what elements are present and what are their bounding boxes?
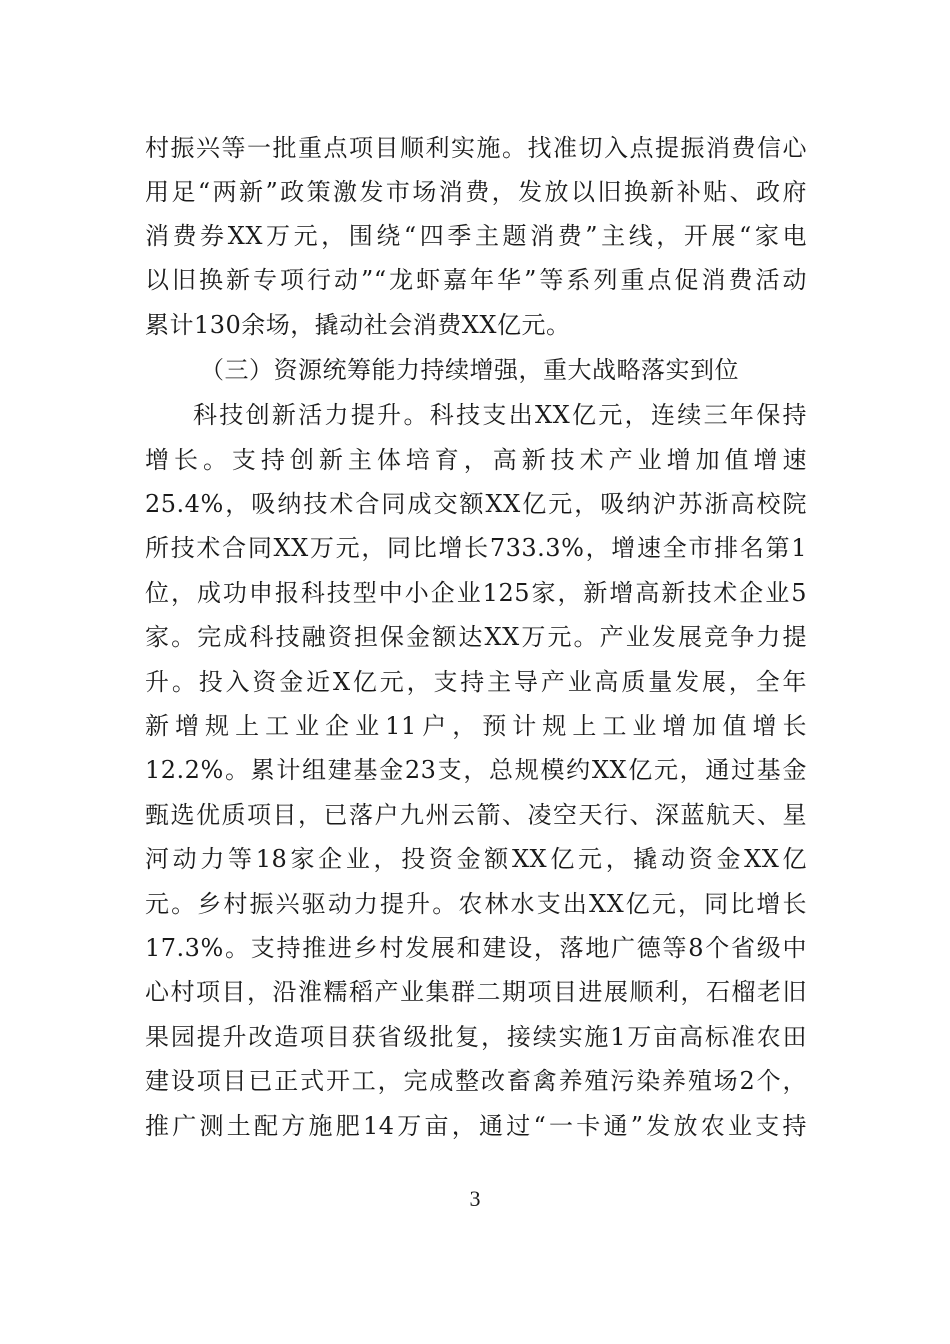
paragraph-line: 元。乡村振兴驱动力提升。农林水支出XX亿元，同比增长 [145,890,807,918]
paragraph-line: 建设项目已正式开工，完成整改畜禽养殖污染养殖场2个， [145,1067,807,1095]
paragraph-line: 河动力等18家企业，投资金额XX亿元，撬动资金XX亿 [145,845,807,873]
paragraph-line: 12.2%。累计组建基金23支，总规模约XX亿元，通过基金 [145,756,807,784]
paragraph-line: 用足“两新”政策激发市场消费，发放以旧换新补贴、政府 [145,178,807,206]
paragraph-line: 所技术合同XX万元，同比增长733.3%，增速全市排名第1 [145,534,807,562]
paragraph-line: 推广测土配方施肥14万亩，通过“一卡通”发放农业支持 [145,1112,807,1140]
paragraph-line: 新增规上工业企业11户，预计规上工业增加值增长 [145,712,807,740]
paragraph-line: 累计130余场，撬动社会消费XX亿元。 [145,311,571,339]
paragraph-line: 村振兴等一批重点项目顺利实施。找准切入点提振消费信心 [145,134,807,162]
paragraph-line: 25.4%，吸纳技术合同成交额XX亿元，吸纳沪苏浙高校院 [145,490,807,518]
section-heading: （三）资源统筹能力持续增强，重大战略落实到位 [200,356,739,384]
paragraph-line: 增长。支持创新主体培育，高新技术产业增加值增速 [145,446,807,474]
paragraph-line: 位，成功申报科技型中小企业125家，新增高新技术企业5 [145,579,807,607]
paragraph-line: 17.3%。支持推进乡村发展和建设，落地广德等8个省级中 [145,934,807,962]
paragraph-line: 甄选优质项目，已落户九州云箭、凌空天行、深蓝航天、星 [145,801,807,829]
paragraph-line: 消费券XX万元，围绕“四季主题消费”主线，开展“家电 [145,222,807,250]
page-number: 3 [469,1186,481,1211]
paragraph-line: 果园提升改造项目获省级批复，接续实施1万亩高标准农田 [145,1023,807,1051]
paragraph-line: 心村项目，沿淮糯稻产业集群二期项目进展顺利，石榴老旧 [145,978,807,1006]
paragraph-line: 升。投入资金近X亿元，支持主导产业高质量发展，全年 [145,668,807,696]
paragraph-line: 家。完成科技融资担保金额达XX万元。产业发展竞争力提 [145,623,807,651]
paragraph-line: 以旧换新专项行动”“龙虾嘉年华”等系列重点促消费活动 [145,266,807,294]
paragraph-line: 科技创新活力提升。科技支出XX亿元，连续三年保持 [193,401,807,429]
